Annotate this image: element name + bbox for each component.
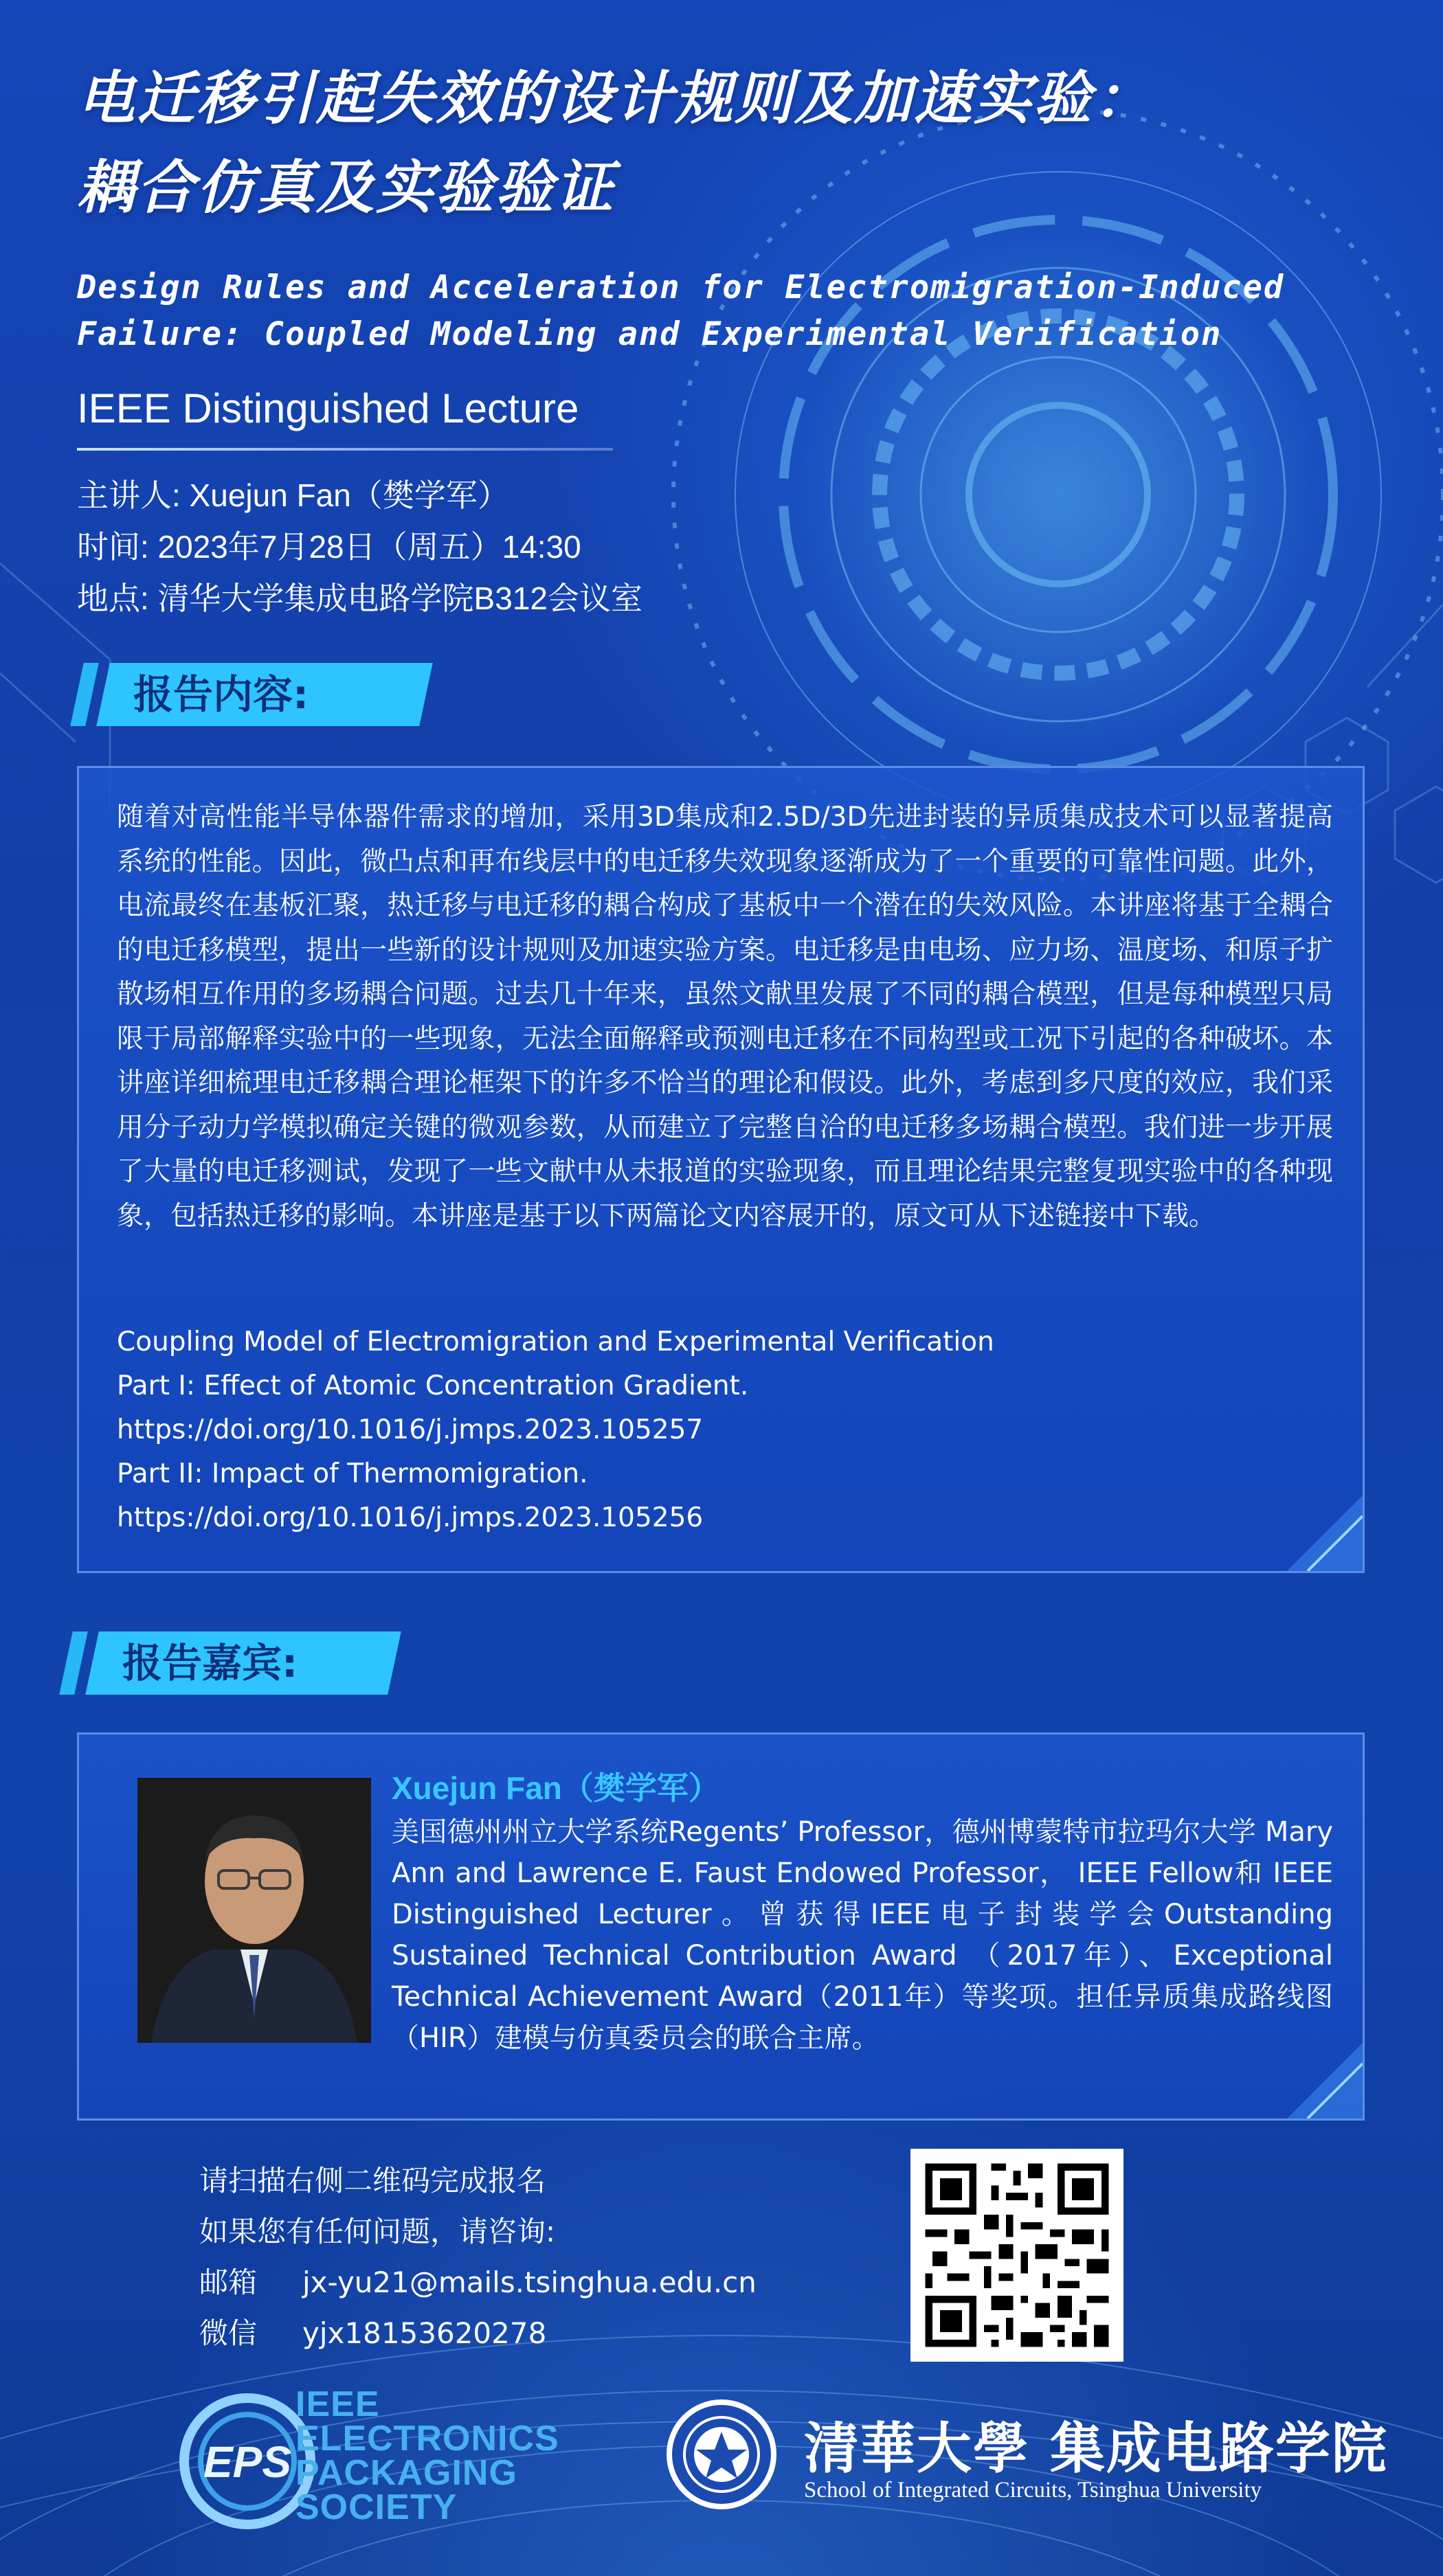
panel-corner-decoration: [1287, 1495, 1363, 1571]
reference-link-2[interactable]: https://doi.org/10.1016/j.jmps.2023.105256: [117, 1502, 704, 1533]
registration-note: 请扫描右侧二维码完成报名: [199, 2164, 546, 2197]
lecture-subtitle: IEEE Distinguished Lecture: [77, 385, 579, 431]
wechat-label: 微信: [199, 2316, 258, 2350]
title-english-line-2: Failure: Coupled Modeling and Experimental Verification: [77, 315, 1222, 353]
section-heading-guest-label: 报告嘉宾:: [122, 1640, 298, 1686]
title-chinese-line-1: 电迁移引起失效的设计规则及加速实验：: [77, 65, 1154, 132]
reference-series-title: Coupling Model of Electromigration and Experimental Verification: [117, 1326, 994, 1357]
question-note: 如果您有任何问题，请咨询:: [199, 2215, 556, 2248]
subtitle-divider: [77, 448, 613, 451]
speaker-photo: [137, 1778, 371, 2043]
title-english: [77, 264, 1403, 358]
time-info: 时间: 2023年7月28日（周五）14:30: [77, 529, 581, 565]
reference-link-1[interactable]: https://doi.org/10.1016/j.jmps.2023.105257: [117, 1414, 704, 1445]
email-label: 邮箱: [199, 2266, 258, 2299]
speaker-bio: 美国德州州立大学系统Regents’ Professor，德州博蒙特市拉玛尔大学 Mary Ann and Lawrence E. Faust Endowed Professor， IEEE Fellow和 IEEE Distinguished Lecturer。曾获得IEEE电子封装学会Outstanding Sustained Technical Contribution Award （2017年）、Exceptional Technical Achievement Award（2011年）等奖项。担任异质集成路线图（HIR）建模与仿真委员会的联合主席。: [392, 1816, 1333, 2054]
wechat-id: yjx18153620278: [302, 2316, 547, 2350]
speaker-info: 主讲人: Xuejun Fan（樊学军）: [77, 477, 509, 513]
title-chinese-line-2: 耦合仿真及实验验证: [77, 154, 616, 221]
eps-line-4: SOCIETY: [295, 2487, 458, 2527]
reference-part-2: Part II: Impact of Thermomigration.: [117, 1458, 588, 1489]
eps-logo-mark: EPS: [203, 2437, 292, 2487]
abstract-panel: [77, 766, 1365, 1573]
abstract-text: 随着对高性能半导体器件需求的增加，采用3D集成和2.5D/3D先进封装的异质集成技术可以显著提高系统的性能。因此，微凸点和再布线层中的电迁移失效现象逐渐成为了一个重要的可靠性问题。此外，电流最终在基板汇聚，热迁移与电迁移的耦合构成了基板中一个潜在的失效风险。本讲座将基于全耦合的电迁移模型，提出一些新的设计规则及加速实验方案。电迁移是由电场、应力场、温度场、和原子扩散场相互作用的多场耦合问题。过去几十年来，虽然文献里发展了不同的耦合模型，但是每种模型只局限于局部解释实验中的一些现象，无法全面解释或预测电迁移在不同构型或工况下引起的各种破坏。本讲座详细梳理电迁移耦合理论框架下的许多不恰当的理论和假设。此外，考虑到多尺度的效应，我们采用分子动力学模拟确定关键的微观参数，从而建立了完整自洽的电迁移多场耦合模型。我们进一步开展了大量的电迁移测试，发现了一些文献中从未报道的实验现象，而且理论结果完整复现实验中的各种现象，包括热迁移的影响。本讲座是基于以下两篇论文内容展开的，原文可从下述链接中下载。: [117, 802, 1333, 1232]
eps-line-1: IEEE: [295, 2384, 380, 2424]
reference-list: [117, 1320, 1326, 1540]
location-info: 地点: 清华大学集成电路学院B312会议室: [77, 580, 642, 616]
wechat-row: [199, 2311, 546, 2352]
email-address[interactable]: jx-yu21@mails.tsinghua.edu.cn: [302, 2266, 757, 2299]
title-chinese: [77, 54, 1403, 232]
tsinghua-seal-icon: [663, 2396, 780, 2513]
eps-line-2: ELECTRONICS: [295, 2419, 559, 2459]
registration-qr-code[interactable]: [910, 2149, 1123, 2362]
qr-code-icon: [910, 2149, 1123, 2362]
tsinghua-school-name-english: School of Integrated Circuits, Tsinghua University: [804, 2478, 1262, 2502]
eps-line-3: PACKAGING: [295, 2453, 517, 2493]
speaker-panel: [77, 1732, 1365, 2121]
tsinghua-school-name: 清華大學 集成电路学院: [804, 2416, 1388, 2481]
section-heading-report-label: 报告内容:: [133, 671, 309, 718]
reference-part-1: Part I: Effect of Atomic Concentration Gradient.: [117, 1370, 749, 1401]
speaker-name: Xuejun Fan（樊学军）: [392, 1770, 720, 1806]
ieee-eps-wordmark: [295, 2384, 559, 2527]
speaker-portrait-image: [137, 1778, 371, 2043]
panel-corner-decoration: [1287, 2043, 1363, 2119]
title-english-line-1: Design Rules and Acceleration for Electromigration-Induced: [77, 269, 1285, 306]
email-row: [199, 2260, 757, 2301]
